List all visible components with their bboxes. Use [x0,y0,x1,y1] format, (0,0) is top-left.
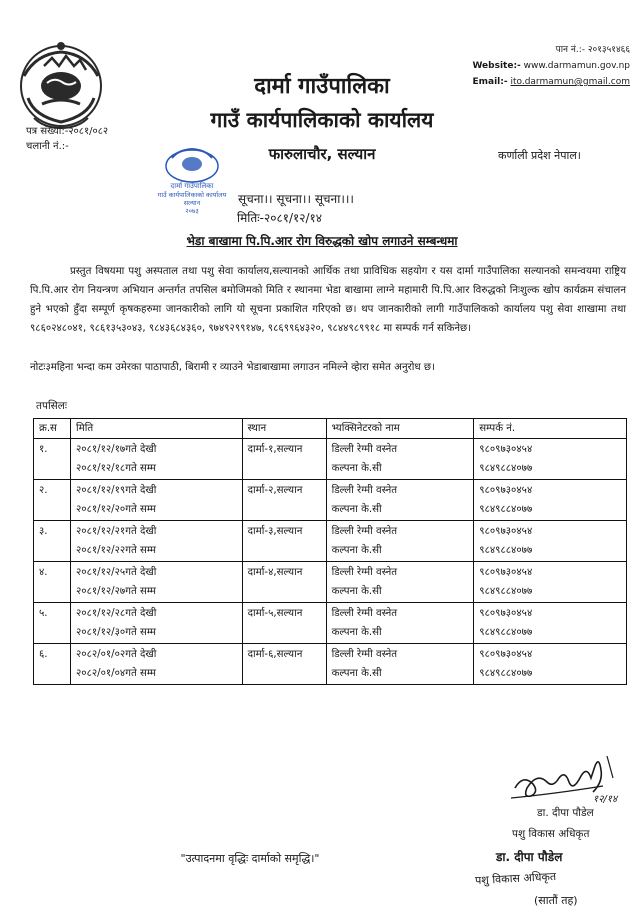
schedule-label: तपसिलः [36,400,68,412]
cell-sn: ४. [34,562,71,603]
office-subtitle: गाउँ कार्यपालिकाको कार्यालय [210,108,434,132]
phone-2: ९८४९८८४०७७ [479,504,533,515]
cell-date [70,603,242,644]
table-row [34,439,627,480]
table-row [34,644,627,685]
stamp-signatory-name: डा. दीपा पौडेल [496,850,563,864]
vaccinator-1: डिल्ली रेग्मी वस्नेत [331,526,398,537]
date-to: २०८१/१२/१८गते सम्म [75,463,157,474]
table-row [34,480,627,521]
col-header-sn: क्र.स [34,419,71,439]
cell-vaccinator [326,603,474,644]
signatory-name: डा. दीपा पौडेल [537,807,594,819]
signatory-title: पशु विकास अधिकृत [512,828,590,840]
cell-date [70,562,242,603]
vaccinator-2: कल्पना के.सी [331,586,382,597]
date-from: २०८२/०१/०२गते देखी [75,649,157,660]
cell-contact [474,562,627,603]
pan-number: पान नं.:- २०१३५१४६६ [555,45,630,55]
phone-2: ९८४९८८४०७७ [479,668,533,679]
cell-contact [474,644,627,685]
stamp-line2: गाउँ कार्यपालिकाको कार्यालय [157,191,227,199]
date-to: २०८१/१२/२२गते सम्म [75,545,157,556]
phone-1: ९८०९७३०४५४ [479,649,533,660]
cell-sn: ५. [34,603,71,644]
phone-2: ९८४९८८४०७७ [479,627,533,638]
stamp-line1: दार्मा गाउँपालिका [170,182,214,190]
cell-vaccinator [326,562,474,603]
stamp-signatory-level: (सातौं तह) [534,894,578,907]
vaccinator-1: डिल्ली रेग्मी वस्नेत [331,649,398,660]
col-header-date: मिति [70,419,242,439]
cell-place: दार्मा-३,सल्यान [242,521,326,562]
vaccinator-2: कल्पना के.सी [331,627,382,638]
stamp-line4: २०७३ [185,207,199,214]
notice-heading: सूचना।। सूचना।। सूचना।।। [238,192,354,206]
reference-block [26,124,108,154]
province-name: कर्णाली प्रदेश नेपाल। [498,149,581,162]
cell-vaccinator [326,439,474,480]
cell-sn: १. [34,439,71,480]
website-link[interactable]: www.darmamun.gov.np [523,61,630,71]
notice-note: नोटः३महिना भन्दा कम उमेरका पाठापाठी, बिरामी र व्याउने भेडाबाखामा लगाउन नमिल्ने व्हेारा समेत अनुरोध छ। [30,362,435,373]
cell-sn: २. [34,480,71,521]
vaccinator-1: डिल्ली रेग्मी वस्नेत [331,444,398,455]
cell-contact [474,603,627,644]
cell-vaccinator [326,480,474,521]
col-header-contact: सम्पर्क नं. [474,419,627,439]
email-line [472,74,630,90]
schedule-table [33,418,627,685]
notice-date: मितिः-२०८१/१२/१४ [237,211,322,225]
cell-sn: ३. [34,521,71,562]
phone-1: ९८०९७३०४५४ [479,567,533,578]
signature-date: १२/१४ [593,794,618,805]
cell-sn: ६. [34,644,71,685]
phone-1: ९८०९७३०४५४ [479,608,533,619]
cell-place: दार्मा-२,सल्यान [242,480,326,521]
cell-date [70,480,242,521]
notice-body: प्रस्तुत विषयमा पशु अस्पताल तथा पशु सेवा कार्यालय,सल्यानको आर्थिक तथा प्राविधिक सहयोग र यस दार्मा गाउँपालिका सल्यानको समन्वयमा राष्ट्रिय पि.पि.आर रोग नियन्त्रण अभियान अन्तर्गत तपसिल बमोजिमको मिति र स्थानमा भेडा बाखामा लाग्ने महामारी पि.पि.आर विरुद्धको निःशुल्क खोप कार्यक्रम संचालन हुने भएको हुँदा सम्पूर्ण कृषकहरुमा जानकारीको लागि यो सूचना प्रकाशित गरिएको छ। थप जानकारीको लागी गाउँपालिकको कार्यालय पशु सेवा शाखामा तथा ९८६०२४८०४१, ९८६१३५३०४३, ९८४३६८४३६०, ९७४९२९९१४७, ९८६९९६४३२०, ९८४४९८९९१८ मा सम्पर्क गर्न सकिनेछ। [30,266,626,334]
vaccinator-2: कल्पना के.सी [331,504,382,515]
vaccinator-2: कल्पना के.सी [331,668,382,679]
cell-contact [474,521,627,562]
vaccinator-2: कल्पना के.सी [331,545,382,556]
dispatch-number: चलानी नं.:- [26,141,69,152]
col-header-place: स्थान [242,419,326,439]
cell-contact [474,480,627,521]
table-row [34,603,627,644]
phone-2: ९८४९८८४०७७ [479,463,533,474]
phone-2: ९८४९८८४०७७ [479,586,533,597]
vaccinator-2: कल्पना के.सी [331,463,382,474]
col-header-vaccinator: भ्यक्सिनेटरको नाम [326,419,474,439]
cell-contact [474,439,627,480]
website-label: Website:- [472,61,521,71]
cell-place: दार्मा-५,सल्यान [242,603,326,644]
stamp-line3: सल्यान [183,199,201,207]
date-from: २०८१/१२/१९गते देखी [75,485,157,496]
table-header-row [34,419,627,439]
cell-place: दार्मा-६,सल्यान [242,644,326,685]
vaccinator-1: डिल्ली रेग्मी वस्नेत [331,608,398,619]
cell-vaccinator [326,644,474,685]
date-from: २०८१/१२/२१गते देखी [75,526,157,537]
cell-place: दार्मा-४,सल्यान [242,562,326,603]
cell-date [70,521,242,562]
cell-date [70,439,242,480]
table-row [34,562,627,603]
date-from: २०८१/१२/२८गते देखी [75,608,157,619]
letter-number: पत्र संख्या:-२०८१/०८२ [26,126,109,137]
office-location: फारुलाचौर, सल्यान [268,145,376,163]
vaccinator-1: डिल्ली रेग्मी वस्नेत [331,485,398,496]
phone-1: ९८०९७३०४५४ [479,526,533,537]
date-to: २०८१/१२/३०गते सम्म [75,627,157,638]
website-line [472,58,630,74]
contact-block [472,42,630,90]
email-label: Email:- [472,77,508,87]
phone-1: ९८०९७३०४५४ [479,485,533,496]
date-from: २०८१/१२/२५गते देखी [75,567,157,578]
date-to: २०८२/०१/०४गते सम्म [75,668,157,679]
vaccinator-1: डिल्ली रेग्मी वस्नेत [331,567,398,578]
stamp-signatory-title: पशु विकास अधिकृत [474,869,557,888]
date-to: २०८१/१२/२०गते सम्म [75,504,157,515]
office-name: दार्मा गाउँपालिका [254,74,390,99]
table-row [34,521,627,562]
footer-motto: "उत्पादनमा वृद्धिः दार्माको समृद्धि।" [180,852,320,865]
date-from: २०८१/१२/१७गते देखी [75,444,157,455]
date-to: २०८१/१२/२७गते सम्म [75,586,157,597]
phone-2: ९८४९८८४०७७ [479,545,533,556]
cell-date [70,644,242,685]
email-link[interactable]: ito.darmamun@gmail.com [510,77,630,87]
cell-vaccinator [326,521,474,562]
phone-1: ९८०९७३०४५४ [479,444,533,455]
notice-subject: भेडा बाखामा पि.पि.आर रोग विरुद्धको खोप लगाउने सम्बन्धमा [186,234,458,248]
cell-place: दार्मा-१,सल्यान [242,439,326,480]
